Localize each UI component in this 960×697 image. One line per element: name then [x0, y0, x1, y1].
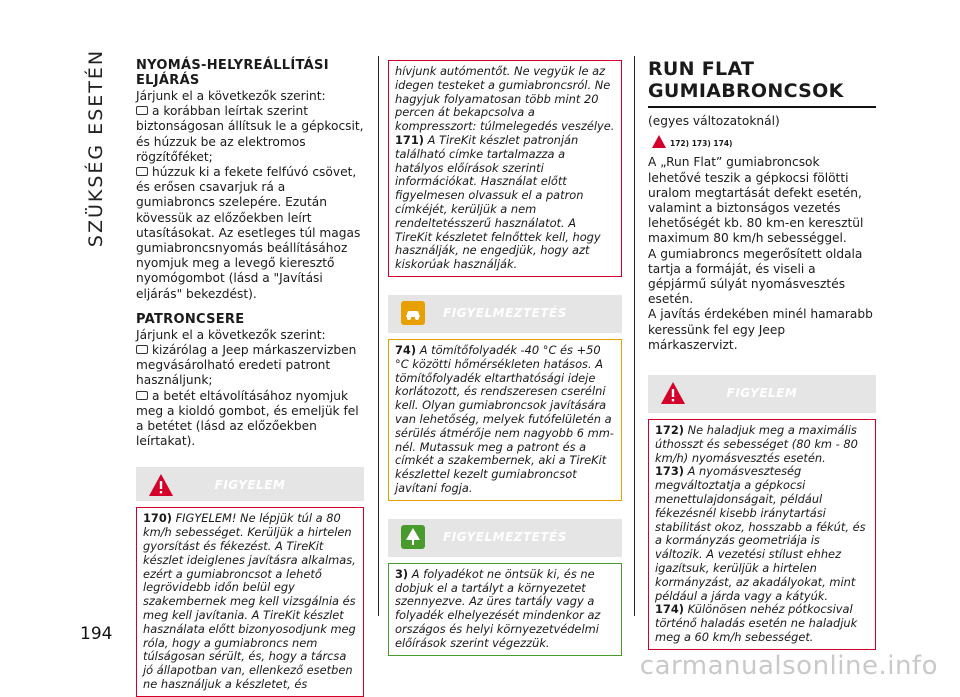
- list-item: kizárólag a Jeep márkaszervizben megvásárolható eredeti patront használjunk;: [136, 343, 364, 389]
- warning-number: 170): [143, 511, 172, 526]
- environment-box: [388, 563, 622, 656]
- warning-box: [648, 419, 876, 650]
- subtitle: (egyes változatoknál): [648, 114, 780, 128]
- paragraph: A gumiabroncs megerősített oldala tartja a formáját, és viseli a gépjármű súlyát nyomásvesztés esetén.: [648, 246, 863, 307]
- warning-references: 172) 173) 174): [670, 139, 733, 149]
- paragraph: Járjunk el a következők szerint:: [136, 327, 326, 342]
- notice-text: A tömítőfolyadék -40 °C és +50 °C közötti hőmérsékleten hatásos. A tömítőfolyadék eltarthatósági ideje korlátozott, és rendszeresen cserélni kell. Olyan gumiabroncsok javítására van lehetőség, melyek futófelületén a sérülés átmérője nem nagyobb 6 mm-nél. Mutassuk meg a patront és a címkét a szakembernek, aki a TireKit készlettel kezelt gumiabroncsot javítani fogja.: [395, 342, 614, 495]
- section-heading: PATRONCSERE: [136, 311, 245, 327]
- column-divider: [634, 56, 635, 616]
- chapter-side-title: SZÜKSÉG ESETÉN: [85, 48, 108, 248]
- warning-number: 172): [655, 423, 684, 438]
- warning-box: [388, 60, 622, 277]
- paragraph: A javítás érdekében minél hamarabb keressünk fel egy Jeep márkaszervizt.: [648, 307, 873, 352]
- section-heading: NYOMÁS-HELYREÁLLÍTÁSI ELJÁRÁS: [136, 58, 329, 88]
- column-3: [648, 58, 876, 650]
- warning-text: A TireKit készlet patronján található címke tartalmazza a hatályos előírások szerinti információkat. Használat előtt figyelmesen olvassuk el a patron címkéjét, kerüljük a nem rendeltetésszerű használatot. A TireKit készletet felnőttek kell, hogy használják, ne engedjük, hogy azt kiskorúak használják.: [395, 132, 601, 272]
- watermark: carmanualsonline.info: [639, 651, 938, 681]
- page-number: 194: [80, 624, 113, 644]
- warning-number: 174): [655, 602, 684, 617]
- warning-label: FIGYELEM: [214, 478, 286, 493]
- warning-header: [136, 467, 364, 501]
- notice-label: FIGYELMEZTETÉS: [443, 529, 567, 544]
- column-2: [388, 60, 622, 656]
- list-item: húzzuk ki a fekete felfúvó csövet, és erősen csavarjuk rá a gumiabroncs szelepére. Ezután kövessük az előzőekben leírt utasításokat. Az esetleges túl magas gumiabroncsnyomás beállításához nyomjuk meg a levegő kieresztő nyomógombot (lásd a "Javítási eljárás" bekezdést).: [136, 165, 364, 302]
- notice-number: 74): [395, 342, 417, 357]
- warning-text: A nyomásveszteség megváltoztatja a gépkocsi menettulajdonságait, például fékezésnél kisebb iránytartási stabilitást okoz, hosszabb a fékút, és a kormányzás geometriája is változik. A vezetési stílust ehhez igazítsuk, kerüljük a hirtelen kormányzást, az akadályokat, mint például a járda vagy a kátyúk.: [655, 464, 866, 603]
- list-item: a korábban leírtak szerint biztonságosan állítsuk le a gépkocsit, és húzzuk be az elektromos rögzítőféket;: [136, 104, 364, 164]
- warning-text: Ne haladjuk meg a maximális úthosszt és sebességet (80 km - 80 km/h) nyomásvesztés esetén.: [655, 423, 858, 465]
- paragraph: A „Run Flat” gumiabroncsok lehetővé teszik a gépkocsi fölötti uralom megtartását defekt esetén, valamint a biztonságos vezetés lehetőségét kb. 80 km-en keresztül maximum 80 km/h sebességgel.: [648, 155, 864, 246]
- warning-triangle-icon: [652, 135, 666, 148]
- warning-text: Különösen nehéz pótkocsival történő haladás esetén ne haladjuk meg a 60 km/h sebességet.: [655, 602, 858, 644]
- notice-header: [388, 295, 622, 333]
- column-1: [136, 58, 364, 697]
- warning-number: 173): [655, 464, 684, 479]
- environment-header: [388, 519, 622, 557]
- warning-number: 171): [395, 132, 424, 147]
- notice-number: 3): [395, 566, 409, 581]
- warning-text: FIGYELEM! Ne lépjük túl a 80 km/h sebességet. Kerüljük a hirtelen gyorsítást és fékezést. A TireKit készlet ideiglenes javításra alkalmas, ezért a gumiabroncsot a lehető legrövidebb időn belül egy szakembernek meg kell vizsgálnia és meg kell javítania. A TireKit készlet használata előtt bizonyosodjunk meg róla, hogy a gumiabroncs nem túlságosan sérült, és, hogy a tárcsa jó állapotban van, ellenkező esetben ne használjuk a készletet, és: [143, 511, 356, 692]
- warning-label: FIGYELEM: [726, 386, 798, 401]
- warning-header: [648, 375, 876, 413]
- warning-box: [136, 507, 364, 696]
- notice-box: [388, 339, 622, 501]
- column-divider: [378, 56, 379, 616]
- warning-text: hívjunk autómentőt. Ne vegyük le az idegen testeket a gumiabroncsról. Ne hagyjuk folyamatosan több mint 20 percen át bekapcsolva a kompresszort: túlmelegedés veszélye.: [395, 64, 615, 134]
- section-heading: RUN FLAT GUMIABRONCSOK: [648, 58, 876, 108]
- notice-label: FIGYELMEZTETÉS: [443, 305, 567, 320]
- notice-text: A folyadékot ne öntsük ki, és ne dobjuk el a tartályt a környezetet szennyezve. Az üres tartály vagy a folyadék elhelyezését mindenkor az országos és helyi környezetvédelmi előírások szerint végezzük.: [395, 566, 601, 650]
- list-item: a betét eltávolításához nyomjuk meg a kioldó gombot, és emeljük fel a betétet (lásd az előzőekben leírtakat).: [136, 389, 364, 450]
- paragraph: Járjunk el a következők szerint:: [136, 89, 326, 103]
